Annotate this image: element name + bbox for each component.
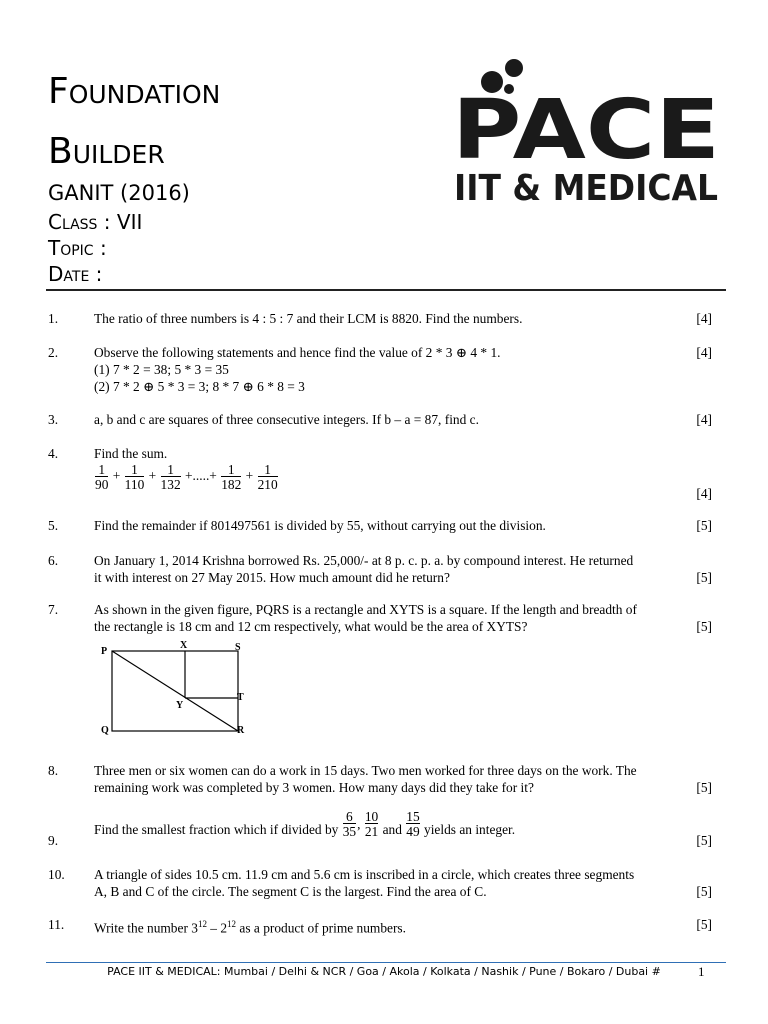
footer-text: PACE IIT & MEDICAL: Mumbai / Delhi & NCR / Goa / Akola / Kolkata / Nashik / Pune / Bokaro / Dubai # [107, 965, 661, 978]
rectangle-figure [98, 641, 258, 741]
question-text-line2: remaining work was completed by 3 women. How many days did they take for it? [94, 780, 534, 795]
marks-label: [4] [696, 345, 712, 360]
logo-bubble-1 [505, 59, 523, 77]
marks-label: [5] [696, 570, 712, 585]
label-q: Q [101, 725, 109, 736]
subject-label: GANIT (2016) [48, 181, 190, 205]
header-divider [46, 289, 726, 291]
fraction: $\frac{1}{182}$ [221, 462, 242, 492]
question-number: 5. [48, 518, 59, 533]
question-4 [48, 445, 724, 501]
marks-label: [4] [696, 486, 712, 501]
question-text: Find the sum. [94, 446, 168, 461]
page-number: 1 [698, 964, 705, 979]
label-t: T [237, 692, 244, 703]
marks-label: [5] [696, 518, 712, 533]
label-p: P [101, 646, 108, 657]
marks-label: [5] [696, 619, 712, 634]
question-number: 7. [48, 602, 59, 617]
fraction: $\frac{6}{35}$ [342, 809, 357, 839]
pace-logo [452, 58, 724, 208]
logo-subtitle: IIT & MEDICAL [454, 168, 718, 208]
question-text-line2: A, B and C of the circle. The segment C is the largest. Find the area of C. [94, 884, 487, 899]
diagonal-pr [112, 651, 238, 731]
label-y: Y [176, 700, 184, 711]
question-number: 8. [48, 763, 59, 778]
plus-sign: + [245, 468, 254, 484]
fraction: $\frac{1}{210}$ [257, 462, 278, 492]
question-5 [48, 517, 724, 535]
question-text: Write the number $3^{12} - 2^{12}$ as a product of prime numbers. [94, 919, 406, 936]
label-x: X [180, 641, 188, 651]
question-2 [48, 344, 724, 396]
question-number: 4. [48, 446, 59, 461]
question-text: On January 1, 2014 Krishna borrowed Rs. 25,000/- at 8 p. c. p. a. by compound interest. He returned [94, 553, 634, 568]
footer-divider [46, 962, 726, 963]
question-text: Observe the following statements and hence find the value of 2 * 3 ⊕ 4 * 1. [94, 345, 501, 360]
marks-label: [4] [696, 412, 712, 427]
question-text: Find the smallest fraction which if divided by $\frac{6}{35}$ , $\frac{10}{21}$ and $\frac{15}{49}$ yields an integer. [94, 809, 516, 839]
question-number: 3. [48, 412, 59, 427]
question-1 [48, 310, 724, 328]
title-foundation: Foundation [48, 71, 221, 112]
fraction: $\frac{10}{21}$ [364, 809, 379, 839]
question-text-line2: it with interest on 27 May 2015. How much amount did he return? [94, 570, 450, 585]
plus-sign: + [148, 468, 157, 484]
ellipsis: +.....+ [185, 468, 217, 484]
question-6 [48, 552, 724, 588]
topic-label: Topic : [48, 236, 107, 260]
plus-sign: + [112, 468, 121, 484]
class-label: Class : VII [48, 210, 143, 234]
question-number: 6. [48, 553, 59, 568]
title-line-2 [48, 132, 165, 172]
logo-brand: PACE [452, 83, 720, 178]
question-11 [48, 916, 724, 934]
fraction: $\frac{1}{110}$ [124, 462, 145, 492]
question-number: 11. [48, 917, 65, 932]
question-number: 9. [48, 833, 59, 848]
date-label: Date : [48, 262, 103, 286]
question-text: A triangle of sides 10.5 cm. 11.9 cm and 5.6 cm is inscribed in a circle, which creates three segments [94, 867, 635, 882]
fraction-sum [94, 463, 724, 491]
question-text: Three men or six women can do a work in 15 days. Two men worked for three days on the work. The [94, 763, 637, 778]
marks-label: [5] [696, 917, 712, 932]
label-r: R [237, 725, 245, 736]
question-text: a, b and c are squares of three consecutive integers. If b – a = 87, find c. [94, 412, 479, 427]
question-7 [48, 601, 724, 741]
fraction: $\frac{1}{90}$ [95, 462, 109, 492]
question-text-line2: the rectangle is 18 cm and 12 cm respectively, what would be the area of XYTS? [94, 619, 528, 634]
fraction: $\frac{1}{132}$ [160, 462, 181, 492]
question-3 [48, 411, 724, 429]
question-number: 2. [48, 345, 59, 360]
title-line-1 [48, 72, 220, 112]
marks-label: [5] [696, 833, 712, 848]
marks-label: [5] [696, 884, 712, 899]
marks-label: [5] [696, 780, 712, 795]
question-text-line2: (1) 7 * 2 = 38; 5 * 3 = 35 [94, 362, 229, 377]
question-text: As shown in the given figure, PQRS is a rectangle and XYTS is a square. If the length and breadth of [94, 602, 637, 617]
question-text-line3: (2) 7 * 2 ⊕ 5 * 3 = 3; 8 * 7 ⊕ 6 * 8 = 3 [94, 379, 305, 394]
question-text: Find the remainder if 801497561 is divided by 55, without carrying out the division. [94, 518, 546, 533]
question-number: 10. [48, 867, 65, 882]
question-9 [48, 810, 724, 850]
question-8 [48, 762, 724, 798]
fraction: $\frac{15}{49}$ [406, 809, 420, 839]
question-10 [48, 866, 724, 902]
title-builder: Builder [48, 131, 165, 172]
marks-label: [4] [696, 311, 712, 326]
label-s: S [235, 642, 241, 653]
question-text: The ratio of three numbers is 4 : 5 : 7 and their LCM is 8820. Find the numbers. [94, 311, 523, 326]
question-number: 1. [48, 311, 59, 326]
